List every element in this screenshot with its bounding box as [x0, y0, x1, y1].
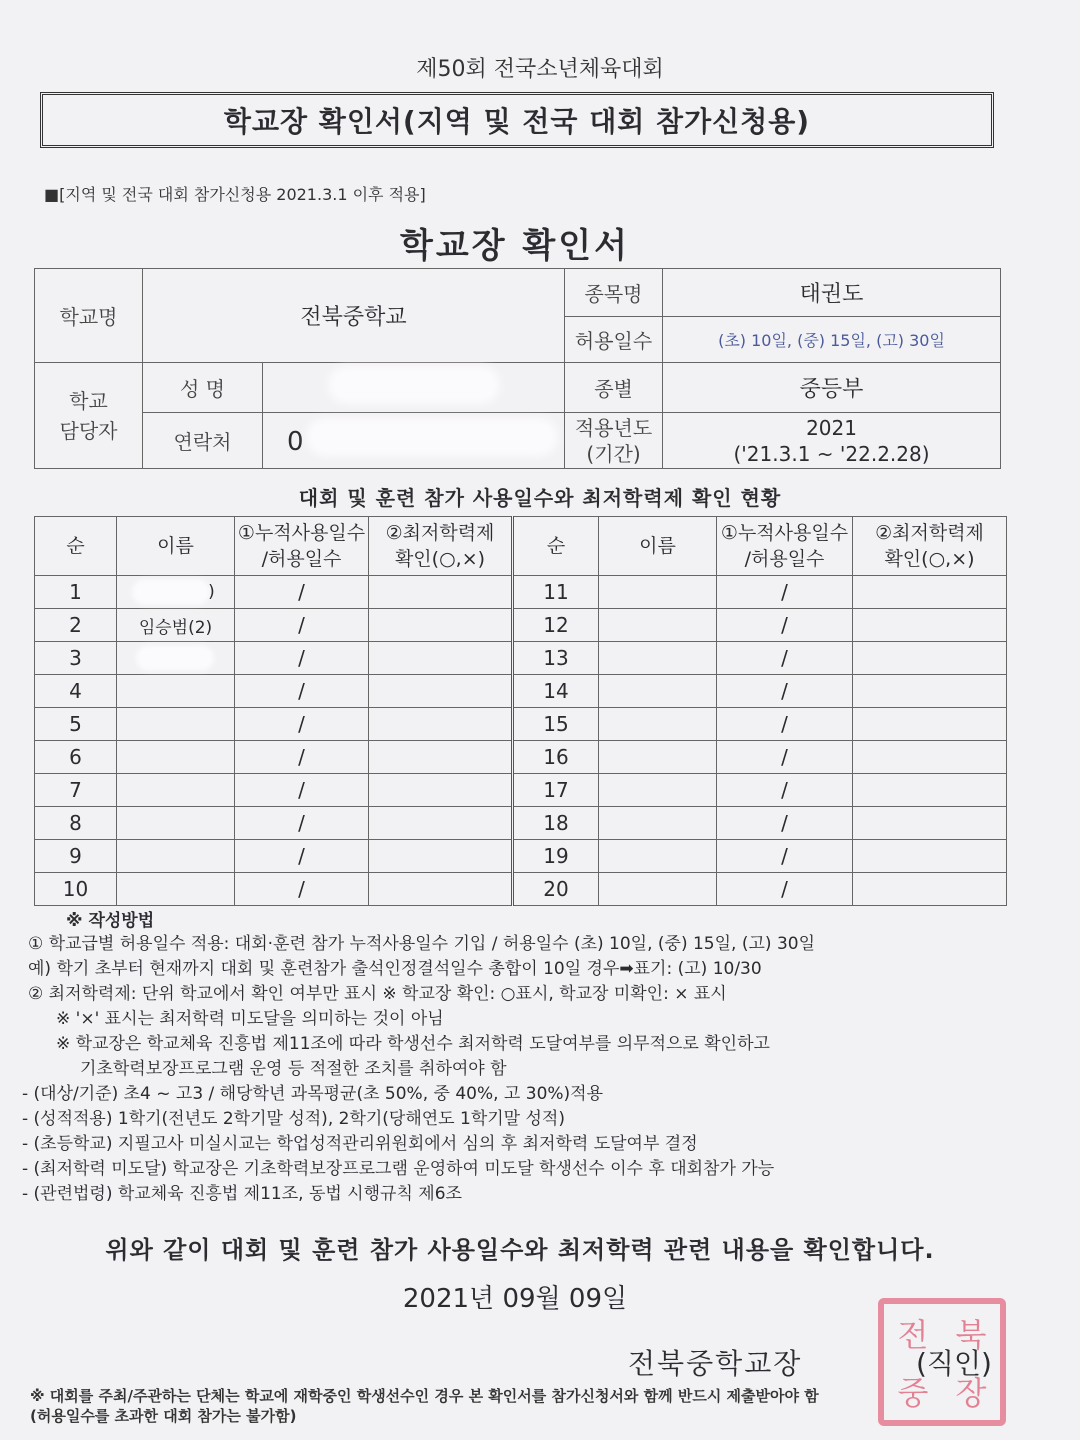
row-check-left — [369, 807, 513, 840]
row-check-left — [369, 609, 513, 642]
row-days-right: / — [717, 708, 853, 741]
row-seq-right: 20 — [513, 873, 599, 906]
row-seq-left: 9 — [35, 840, 117, 873]
method-line: 예) 학기 초부터 현재까지 대회 및 훈련참가 출석인정결석일수 총합이 10일 경우➡표기: (고) 10/30 — [28, 959, 762, 979]
row-name-left — [117, 576, 235, 609]
row-check-left — [369, 576, 513, 609]
row-name-left — [117, 873, 235, 906]
row-name-left: 임승범(2) — [117, 609, 235, 642]
seal-label: (직인) — [916, 1347, 992, 1380]
row-seq-left: 5 — [35, 708, 117, 741]
row-name-left — [117, 708, 235, 741]
event-title: 제50회 전국소년체육대회 — [416, 57, 664, 82]
info-table — [34, 268, 1001, 469]
roster-row — [35, 741, 1007, 774]
roster-heading: 대회 및 훈련 참가 사용일수와 최저학력제 확인 현황 — [298, 486, 782, 510]
division-value: 중등부 — [663, 363, 1001, 413]
roster-body — [35, 576, 1007, 906]
year-number: 2021 — [806, 415, 857, 440]
allowed-days-label: 허용일수 — [565, 317, 663, 363]
form-title: 학교장 확인서(지역 및 전국 대회 참가신청용) — [40, 92, 994, 148]
phone-value — [263, 413, 565, 469]
row-name-right — [599, 873, 717, 906]
header-name-right: 이름 — [599, 517, 717, 576]
row-name-right — [599, 675, 717, 708]
seal-char: 북 — [955, 1316, 987, 1354]
redacted-name — [140, 649, 210, 667]
year-label — [565, 413, 663, 469]
row-name-right — [599, 609, 717, 642]
row-name-right — [599, 774, 717, 807]
row-check-left — [369, 873, 513, 906]
header-seq-left: 순 — [35, 517, 117, 576]
footnote-line: ※ 대회를 주최/주관하는 단체는 학교에 재학중인 학생선수인 경우 본 확인서를 참가신청서와 함께 반드시 제출받아야 함 — [30, 1387, 819, 1405]
row-name-left — [117, 675, 235, 708]
row-name-left — [117, 840, 235, 873]
row-seq-right: 15 — [513, 708, 599, 741]
header-days-right — [717, 517, 853, 576]
row-check-right — [853, 642, 1007, 675]
row-check-right — [853, 609, 1007, 642]
year-period: ('21.3.1 ~ '22.2.28) — [733, 441, 930, 466]
header-check-left — [369, 517, 513, 576]
header-check-line2: 확인(○,×) — [884, 548, 975, 570]
row-check-right — [853, 675, 1007, 708]
method-line: - (최저학력 미도달) 학교장은 기초학력보장프로그램 운영하여 미도달 학생선수 이수 후 대회참가 가능 — [22, 1159, 775, 1179]
row-seq-left: 10 — [35, 873, 117, 906]
row-seq-right: 12 — [513, 609, 599, 642]
row-seq-left: 3 — [35, 642, 117, 675]
year-label-main: 적용년도 — [574, 415, 653, 440]
sport-label: 종목명 — [565, 269, 663, 317]
row-days-left: / — [235, 741, 369, 774]
roster-row — [35, 642, 1007, 675]
header-days-line2: /허용일수 — [744, 548, 825, 570]
row-seq-right: 18 — [513, 807, 599, 840]
header-days-line1: ①누적사용일수 — [237, 522, 366, 544]
header-check-line2: 확인(○,×) — [394, 548, 486, 570]
row-check-right — [853, 708, 1007, 741]
row-check-right — [853, 576, 1007, 609]
row-seq-left: 8 — [35, 807, 117, 840]
method-line: ② 최저학력제: 단위 학교에서 확인 여부만 표시 ※ 학교장 확인: ○표시, 학교장 미확인: × 표시 — [28, 984, 727, 1004]
row-seq-right: 19 — [513, 840, 599, 873]
roster-row — [35, 609, 1007, 642]
method-line: - (성적적용) 1학기(전년도 2학기말 성적), 2학기(당해연도 1학기말 성적) — [22, 1109, 565, 1129]
method-line: 기초학력보장프로그램 운영 등 적절한 조치를 취하여야 함 — [80, 1059, 507, 1079]
row-days-left: / — [235, 807, 369, 840]
row-name-right — [599, 708, 717, 741]
year-label-sub: (기간) — [586, 441, 641, 466]
row-check-left — [369, 741, 513, 774]
row-name-left — [117, 642, 235, 675]
school-value: 전북중학교 — [143, 269, 565, 363]
row-check-right — [853, 774, 1007, 807]
row-name-right — [599, 741, 717, 774]
method-line: ※ '×' 표시는 최저학력 미도달을 의미하는 것이 아님 — [56, 1009, 444, 1029]
row-seq-left: 2 — [35, 609, 117, 642]
row-days-right: / — [717, 840, 853, 873]
division-label: 종별 — [565, 363, 663, 413]
row-seq-right: 11 — [513, 576, 599, 609]
row-seq-left: 6 — [35, 741, 117, 774]
row-name-right — [599, 840, 717, 873]
method-line: ※ 학교장은 학교체육 진흥법 제11조에 따라 학생선수 최저학력 도달여부를 의무적으로 확인하고 — [56, 1034, 770, 1054]
roster-row — [35, 807, 1007, 840]
header-check-right — [853, 517, 1007, 576]
principal-title: 전북중학교장 — [628, 1347, 803, 1380]
name-label: 성 명 — [143, 363, 263, 413]
redacted-name — [136, 583, 206, 601]
seal-char: 중 — [897, 1374, 929, 1412]
row-name-right — [599, 576, 717, 609]
header-name-left: 이름 — [117, 517, 235, 576]
row-days-left: / — [235, 840, 369, 873]
phone-prefix: 0 — [287, 427, 304, 457]
row-name-left — [117, 807, 235, 840]
phone-label: 연락처 — [143, 413, 263, 469]
row-seq-right: 13 — [513, 642, 599, 675]
method-line: ① 학교급별 허용일수 적용: 대회·훈련 참가 누적사용일수 기입 / 허용일수 (초) 10일, (중) 15일, (고) 30일 — [28, 934, 816, 954]
method-line: - (대상/기준) 초4 ~ 고3 / 해당학년 과목평균(초 50%, 중 40%, 고 30%)적용 — [22, 1084, 604, 1104]
row-check-left — [369, 708, 513, 741]
row-name-right — [599, 642, 717, 675]
row-days-right: / — [717, 807, 853, 840]
seal-char: 전 — [897, 1316, 929, 1354]
school-label: 학교명 — [35, 269, 143, 363]
row-name-right — [599, 807, 717, 840]
row-days-right: / — [717, 741, 853, 774]
row-days-left: / — [235, 873, 369, 906]
allowed-days-value: (초) 10일, (중) 15일, (고) 30일 — [663, 317, 1001, 363]
row-days-right: / — [717, 609, 853, 642]
row-days-right: / — [717, 774, 853, 807]
row-check-right — [853, 873, 1007, 906]
footnote — [30, 1386, 819, 1426]
confirmation-statement: 위와 같이 대회 및 훈련 참가 사용일수와 최저학력 관련 내용을 확인합니다. — [105, 1236, 935, 1264]
row-check-left — [369, 642, 513, 675]
header-days-left — [235, 517, 369, 576]
row-name-left — [117, 774, 235, 807]
roster-row — [35, 873, 1007, 906]
method-title: ※ 작성방법 — [66, 911, 155, 931]
method-line: - (초등학교) 지필고사 미실시교는 학업성적관리위원회에서 심의 후 최저학력 도달여부 결정 — [22, 1134, 698, 1154]
roster-table — [34, 516, 1007, 906]
row-days-left: / — [235, 576, 369, 609]
row-check-right — [853, 840, 1007, 873]
seal-char: 장 — [955, 1374, 987, 1412]
sport-value: 태권도 — [663, 269, 1001, 317]
issue-date: 2021년 09월 09일 — [402, 1284, 628, 1314]
row-days-right: / — [717, 576, 853, 609]
row-name-text: ) — [208, 582, 215, 602]
roster-row — [35, 708, 1007, 741]
header-check-line1: ②최저학력제 — [385, 522, 495, 544]
row-days-right: / — [717, 642, 853, 675]
row-seq-left: 7 — [35, 774, 117, 807]
row-name-left — [117, 741, 235, 774]
redacted-phone — [312, 424, 552, 450]
main-heading: 학교장 확인서 — [400, 226, 630, 266]
row-check-left — [369, 840, 513, 873]
header-days-line2: /허용일수 — [261, 548, 342, 570]
row-seq-left: 1 — [35, 576, 117, 609]
row-days-right: / — [717, 873, 853, 906]
roster-row — [35, 576, 1007, 609]
applicability-note: ■[지역 및 전국 대회 참가신청용 2021.3.1 이후 적용] — [44, 185, 426, 204]
row-days-left: / — [235, 708, 369, 741]
row-seq-right: 16 — [513, 741, 599, 774]
row-days-left: / — [235, 609, 369, 642]
row-days-left: / — [235, 774, 369, 807]
footnote-line: (허용일수를 초과한 대회 참가는 불가함) — [30, 1407, 297, 1425]
header-check-line1: ②최저학력제 — [875, 522, 984, 544]
row-seq-right: 17 — [513, 774, 599, 807]
row-check-right — [853, 741, 1007, 774]
row-check-left — [369, 774, 513, 807]
roster-row — [35, 840, 1007, 873]
header-seq-right: 순 — [513, 517, 599, 576]
row-seq-left: 4 — [35, 675, 117, 708]
year-value — [663, 413, 1001, 469]
name-value — [263, 363, 565, 413]
roster-row — [35, 675, 1007, 708]
row-check-right — [853, 807, 1007, 840]
method-line: - (관련법령) 학교체육 진흥법 제11조, 동법 시행규칙 제6조 — [22, 1184, 462, 1204]
row-check-left — [369, 675, 513, 708]
row-days-left: / — [235, 675, 369, 708]
method-list — [22, 932, 1022, 1207]
row-seq-right: 14 — [513, 675, 599, 708]
redacted-name — [334, 372, 494, 398]
header-days-line1: ①누적사용일수 — [720, 522, 849, 544]
row-days-left: / — [235, 642, 369, 675]
row-days-right: / — [717, 675, 853, 708]
roster-row — [35, 774, 1007, 807]
contact-person-label: 학교 담당자 — [35, 363, 143, 469]
